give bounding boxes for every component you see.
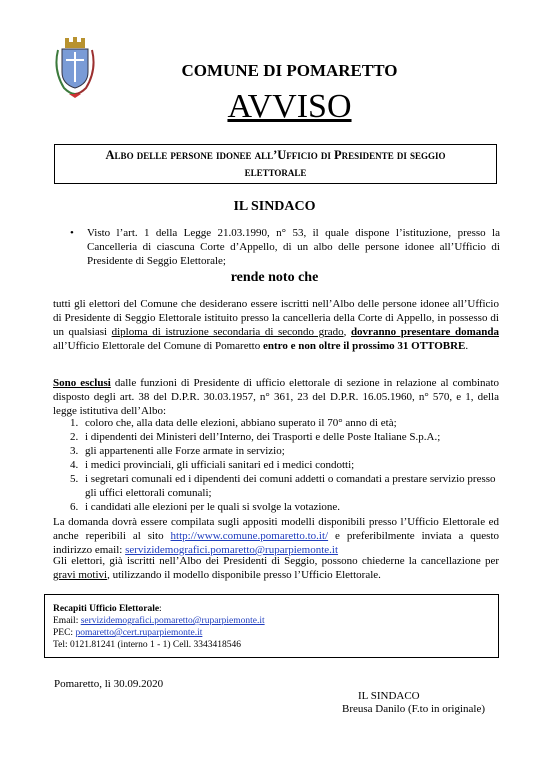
contact-pec-link[interactable]: pomaretto@cert.ruparpiemonte.it	[75, 628, 203, 638]
list-number: 3.	[70, 445, 79, 457]
list-item	[70, 444, 500, 458]
list-text: i candidati alle elezioni per le quali si svolge la votazione.	[85, 501, 341, 513]
municipality-name: COMUNE DI POMARETTO	[181, 61, 398, 80]
serious-reasons: gravi motivi	[53, 569, 108, 581]
deadline: entro e non oltre il prossimo 31 OTTOBRE	[262, 340, 466, 352]
list-number: 1.	[70, 417, 79, 429]
notice-title: AVVISO	[227, 88, 352, 125]
exclusions-label: Sono esclusi	[53, 377, 111, 389]
list-number: 5.	[70, 473, 79, 485]
signer-name: Breusa Danilo (F.to in originale)	[342, 703, 486, 715]
exclusions-list	[70, 416, 500, 514]
paragraph-text: all’Ufficio Elettorale del Comune di Pomaretto	[53, 340, 263, 352]
email-label: Email:	[53, 616, 81, 626]
website-link[interactable]: http://www.comune.pomaretto.to.it/	[170, 530, 329, 542]
contacts-box: Recapiti Ufficio Elettorale: Email: servizidemografici.pomaretto@ruparpiemonte.it PEC: pomaretto@cert.ruparpiemonte.it Tel: 0121.81241 (interno 1 - 1) Cell. 3343418546	[44, 594, 499, 658]
email-link[interactable]: servizidemografici.pomaretto@ruparpiemonte.it	[125, 544, 339, 556]
signer-title: IL SINDACO	[358, 690, 420, 702]
paragraph-exclusions	[53, 376, 499, 418]
contact-phone: Tel: 0121.81241 (interno 1 - 1) Cell. 3343418546	[53, 640, 241, 650]
list-number: 4.	[70, 459, 79, 471]
place-date: Pomaretto, lì 30.09.2020	[54, 678, 164, 690]
paragraph-text: , utilizzando il modello disponibile presso l’Ufficio Elettorale.	[107, 569, 381, 581]
paragraph-candidates	[53, 297, 499, 353]
diploma-requirement: diploma di istruzione secondaria di secondo grado	[111, 326, 344, 338]
premise-text: Visto l’art. 1 della Legge 21.03.1990, n° 53, il quale dispone l’istituzione, presso la Cancelleria di ciascuna Corte d’Appello, di un albo delle persone idonee all’Ufficio di Presidente di Seggio Elettorale;	[87, 227, 500, 267]
paragraph-text: tutti gli elettori del Comune che desiderano essere iscritti nell’Albo delle persone idonee all’Ufficio di Presidente di Seggio Elettorale istituito presso la cancelleria della Corte di Appello, in possesso di un qualsiasi	[53, 298, 499, 338]
list-text: i dipendenti dei Ministeri dell’Interno, dei Trasporti e delle Poste Italiane S.p.A.;	[85, 431, 441, 443]
application-requirement: dovranno presentare domanda	[350, 326, 499, 338]
subject-line-1: Albo delle persone idonee all’Ufficio di Presidente di seggio	[105, 148, 446, 162]
paragraph-text: dalle funzioni di Presidente di ufficio elettorale di sezione in relazione al combinato disposto degli art. 38 del D.P.R. 30.03.1957, n° 361, 23 del D.P.R. 16.05.1960, n° 570, e 1, della legge istitutiva dell’Albo:	[53, 377, 499, 417]
list-text: gli appartenenti alle Forze armate in servizio;	[85, 445, 285, 457]
announcement-heading: rende noto che	[230, 270, 319, 285]
list-item	[70, 416, 500, 430]
bullet-icon: •	[70, 227, 74, 239]
list-item	[70, 472, 500, 500]
list-text: i medici provinciali, gli ufficiali sanitari ed i medici condotti;	[85, 459, 355, 471]
authority-heading: IL SINDACO	[233, 199, 316, 214]
subject-box	[54, 144, 497, 184]
list-item	[70, 430, 500, 444]
subject-line-2: elettorale	[244, 165, 307, 179]
paragraph-cancellation	[53, 554, 499, 582]
paragraph-text: .	[465, 340, 469, 352]
paragraph-text: e preferibilmente inviata a questo indirizzo email:	[53, 530, 499, 556]
list-text: i segretari comunali ed i dipendenti dei comuni addetti o comandati a prestare servizio presso gli uffici elettorali comunali;	[85, 473, 496, 499]
pec-label: PEC:	[53, 628, 76, 638]
list-item	[70, 458, 500, 472]
contact-email-link[interactable]: servizidemografici.pomaretto@ruparpiemonte.it	[80, 616, 265, 626]
list-number: 6.	[70, 501, 79, 513]
paragraph-text: ,	[343, 326, 351, 338]
paragraph-text: Gli elettori, già iscritti nell’Albo dei Presidenti di Seggio, possono chiederne la cancellazione per	[53, 555, 499, 567]
list-number: 2.	[70, 431, 79, 443]
paragraph-text: La domanda dovrà essere compilata sugli appositi modelli disponibili presso l’Ufficio Elettorale ed anche reperibili al sito	[53, 516, 499, 542]
paragraph-application	[53, 515, 499, 557]
list-text: coloro che, alla data delle elezioni, abbiano superato il 70° anno di età;	[85, 417, 397, 429]
contacts-title: Recapiti Ufficio Elettorale	[53, 604, 160, 614]
list-item	[70, 500, 500, 514]
